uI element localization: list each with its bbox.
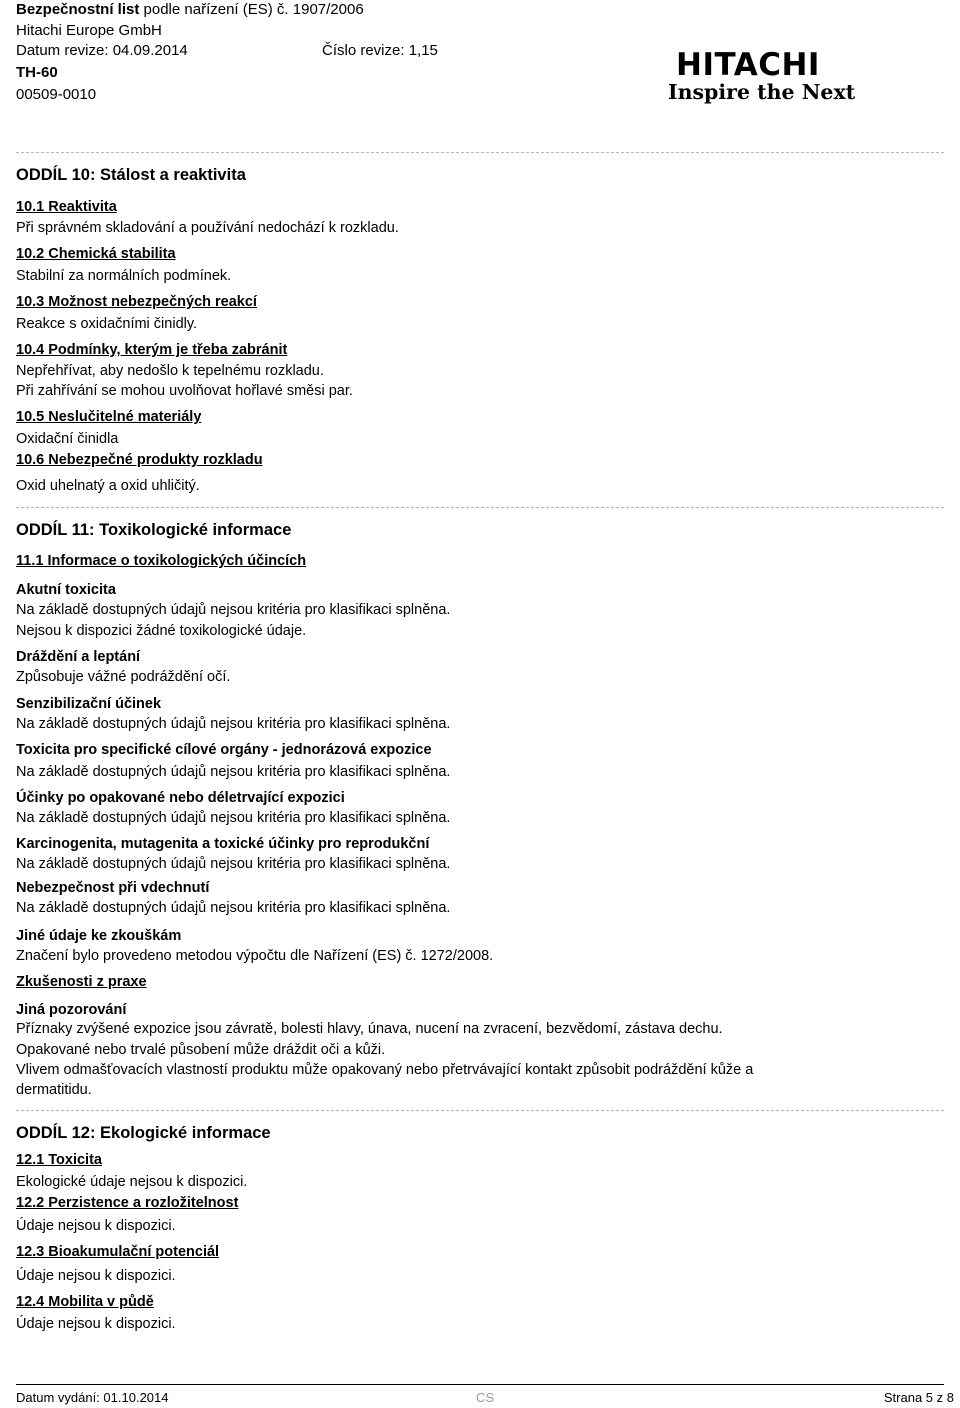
other-observations-title: Jiná pozorování: [16, 1002, 127, 1018]
subsection-10-4-text-1: Nepřehřívat, aby nedošlo k tepelnému rozkladu.: [16, 363, 324, 379]
other-observations-text-2: Opakované nebo trvalé působení může dráždit oči a kůži.: [16, 1042, 386, 1058]
hitachi-tagline: Inspire the Next: [668, 80, 856, 104]
subsection-12-3-title: 12.3 Bioakumulační potenciál: [16, 1244, 220, 1260]
subsection-10-1-title: 10.1 Reaktivita: [16, 199, 117, 215]
subsection-10-6-title: 10.6 Nebezpečné produkty rozkladu: [16, 452, 263, 468]
acute-toxicity-text-1: Na základě dostupných údajů nejsou kritéria pro klasifikaci splněna.: [16, 602, 451, 618]
cmr-title: Karcinogenita, mutagenita a toxické účinky pro reprodukční: [16, 836, 430, 852]
subsection-12-2-text: Údaje nejsou k dispozici.: [16, 1218, 176, 1234]
subsection-12-1-title: 12.1 Toxicita: [16, 1152, 102, 1168]
issue-date: Datum vydání: 01.10.2014: [16, 1390, 169, 1405]
subsection-12-1-text: Ekologické údaje nejsou k dispozici.: [16, 1174, 248, 1190]
aspiration-text: Na základě dostupných údajů nejsou kritéria pro klasifikaci splněna.: [16, 900, 451, 916]
subsection-10-2-title: 10.2 Chemická stabilita: [16, 246, 176, 262]
page-number: Strana 5 z 8: [883, 1390, 954, 1405]
footer-rule: [16, 1384, 944, 1385]
subsection-10-1-text: Při správném skladování a používání nedochází k rozkladu.: [16, 220, 399, 236]
sensitisation-title: Senzibilizační účinek: [16, 696, 162, 712]
other-observations-text-1: Příznaky zvýšené expozice jsou závratě, bolesti hlavy, únava, nucení na zvracení, bezvědomí, zástava dechu.: [16, 1021, 723, 1037]
stot-repeated-text: Na základě dostupných údajů nejsou kritéria pro klasifikaci splněna.: [16, 810, 451, 826]
subsection-10-4-title: 10.4 Podmínky, kterým je třeba zabránit: [16, 342, 288, 358]
section-11-title: ODDÍL 11: Toxikologické informace: [16, 521, 292, 539]
acute-toxicity-text-2: Nejsou k dispozici žádné toxikologické údaje.: [16, 623, 307, 639]
sensitisation-text: Na základě dostupných údajů nejsou kritéria pro klasifikaci splněna.: [16, 716, 451, 732]
aspiration-title: Nebezpečnost při vdechnutí: [16, 880, 210, 896]
document-title-bold: Bezpečnostní list: [16, 1, 140, 18]
subsection-10-6-text: Oxid uhelnatý a oxid uhličitý.: [16, 478, 200, 494]
header-divider: [16, 152, 944, 153]
subsection-12-4-title: 12.4 Mobilita v půdě: [16, 1294, 154, 1310]
subsection-10-2-text: Stabilní za normálních podmínek.: [16, 268, 232, 284]
other-observations-text-4: dermatitidu.: [16, 1082, 92, 1098]
irritation-title: Dráždění a leptání: [16, 649, 141, 665]
section-10-title: ODDÍL 10: Stálost a reaktivita: [16, 166, 246, 184]
subsection-11-1-title: 11.1 Informace o toxikologických účincích: [16, 553, 307, 569]
subsection-12-2-title: 12.2 Perzistence a rozložitelnost: [16, 1195, 239, 1211]
other-tests-text: Značení bylo provedeno metodou výpočtu dle Nařízení (ES) č. 1272/2008.: [16, 948, 494, 964]
revision-date: Datum revize: 04.09.2014: [16, 42, 188, 59]
hitachi-logo: HITACHI: [676, 47, 820, 83]
subsection-12-3-text: Údaje nejsou k dispozici.: [16, 1268, 176, 1284]
revision-number: Číslo revize: 1,15: [322, 42, 438, 59]
subsection-10-3-text: Reakce s oxidačními činidly.: [16, 316, 198, 332]
section-divider: [16, 507, 944, 508]
product-name: TH-60: [16, 64, 58, 81]
subsection-10-5-text: Oxidační činidla: [16, 431, 119, 447]
irritation-text: Způsobuje vážné podráždění očí.: [16, 669, 231, 685]
stot-single-text: Na základě dostupných údajů nejsou kritéria pro klasifikaci splněna.: [16, 764, 451, 780]
company-name: Hitachi Europe GmbH: [16, 22, 162, 39]
stot-repeated-title: Účinky po opakované nebo déletrvající expozici: [16, 790, 345, 806]
subsection-10-3-title: 10.3 Možnost nebezpečných reakcí: [16, 294, 257, 310]
subsection-10-5-title: 10.5 Neslučitelné materiály: [16, 409, 202, 425]
section-divider: [16, 1110, 944, 1111]
other-observations-text-3: Vlivem odmašťovacích vlastností produktu může opakovaný nebo přetrvávající kontakt způsobit podráždění kůže a: [16, 1062, 754, 1078]
language-code: CS: [476, 1390, 495, 1405]
cmr-text: Na základě dostupných údajů nejsou kritéria pro klasifikaci splněna.: [16, 856, 451, 872]
product-code: 00509-0010: [16, 86, 97, 103]
document-title: [16, 2, 364, 17]
practical-experience-title: Zkušenosti z praxe: [16, 974, 147, 990]
other-tests-title: Jiné údaje ke zkouškám: [16, 928, 182, 944]
stot-single-title: Toxicita pro specifické cílové orgány - jednorázová expozice: [16, 742, 432, 758]
document-title-rest: podle nařízení (ES) č. 1907/2006: [139, 1, 364, 18]
subsection-12-4-text: Údaje nejsou k dispozici.: [16, 1316, 176, 1332]
subsection-10-4-text-2: Při zahřívání se mohou uvolňovat hořlavé směsi par.: [16, 383, 353, 399]
acute-toxicity-title: Akutní toxicita: [16, 582, 116, 598]
section-12-title: ODDÍL 12: Ekologické informace: [16, 1124, 271, 1142]
